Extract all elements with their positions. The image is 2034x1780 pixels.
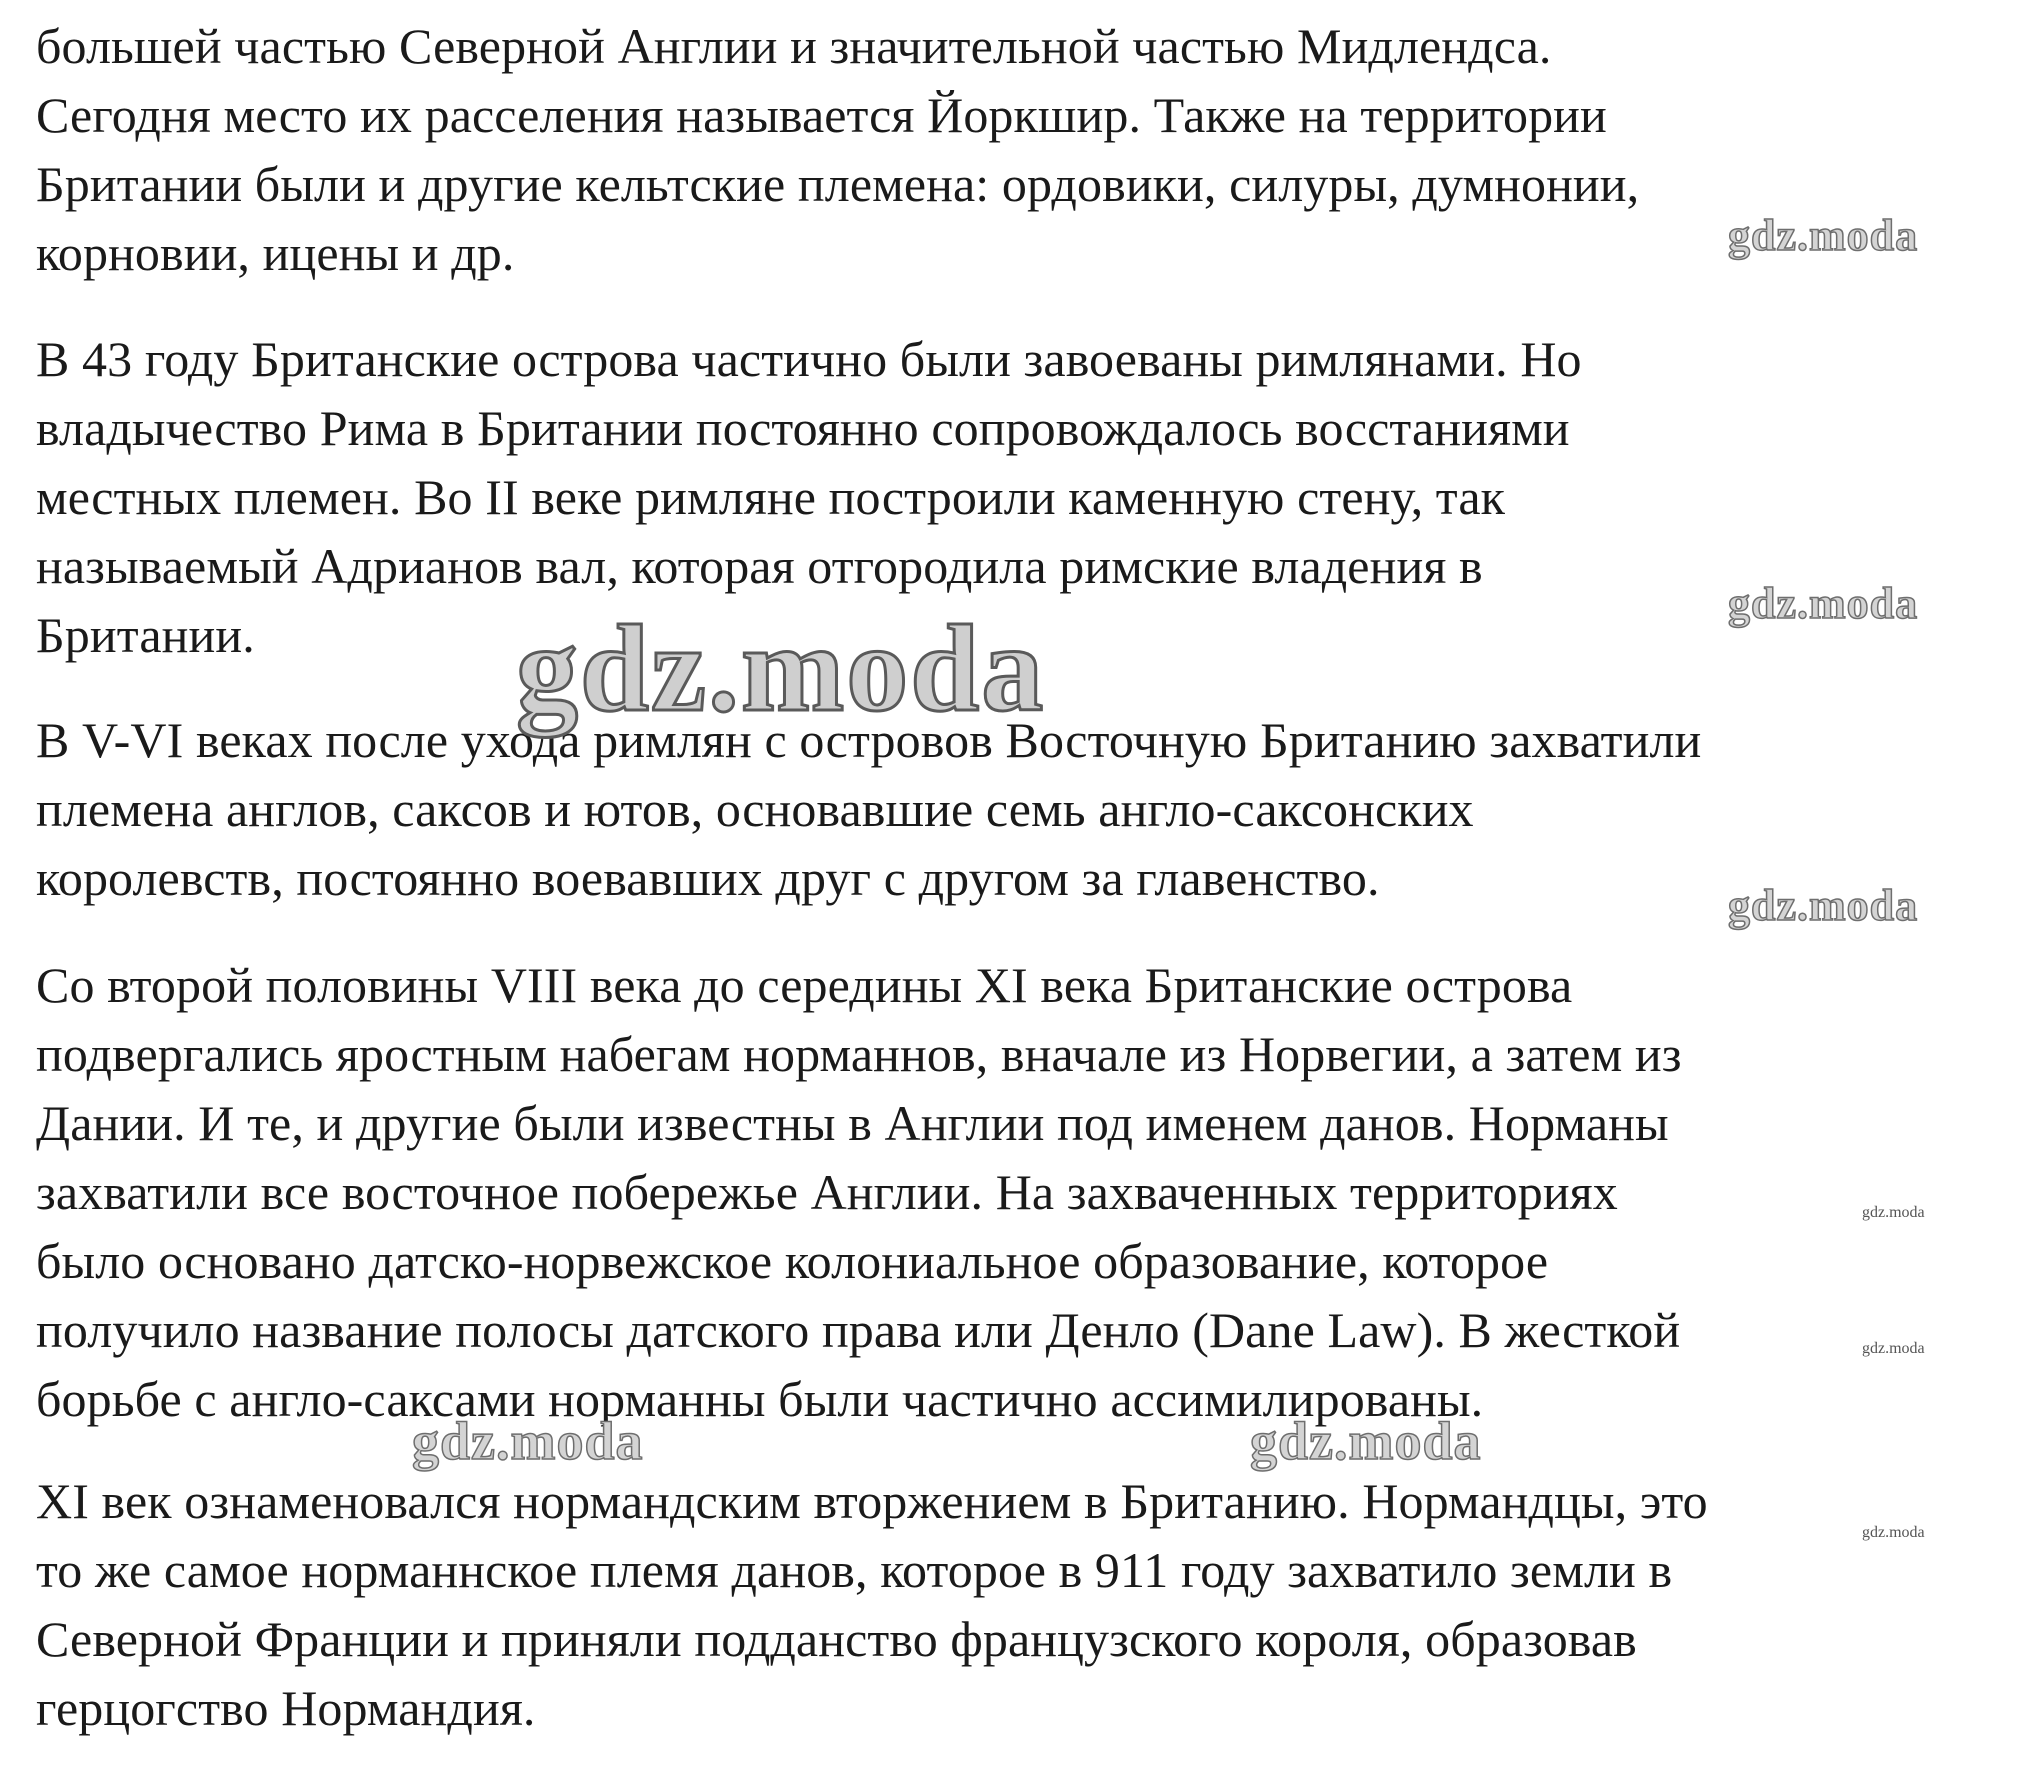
text-line: Северной Франции и приняли подданство французского короля, образовав [36, 1611, 1637, 1667]
text-line: Сегодня место их расселения называется Йоркшир. Также на территории [36, 87, 1607, 143]
text-line: герцогство Нормандия. [36, 1680, 536, 1736]
text-line: племена англов, саксов и ютов, основавшие семь англо-саксонских [36, 781, 1474, 837]
paragraph-4 [36, 951, 2026, 1434]
text-line: местных племен. Во II веке римляне построили каменную стену, так [36, 469, 1506, 525]
text-line: королевств, постоянно воевавших друг с другом за главенство. [36, 850, 1380, 906]
watermark: gdz.moda [1862, 1524, 1925, 1541]
text-line: Британии были и другие кельтские племена: ордовики, силуры, думнонии, [36, 156, 1640, 212]
text-line: Британии. [36, 607, 255, 663]
text-line: захватили все восточное побережье Англии. На захваченных территориях [36, 1164, 1618, 1220]
text-line: Дании. И те, и другие были известны в Англии под именем данов. Норманы [36, 1095, 1669, 1151]
watermark: gdz.moda [1728, 211, 1919, 260]
watermark: gdz.moda [412, 1411, 644, 1471]
text-line: В V-VI веках после ухода римлян с островов Восточную Британию захватили [36, 712, 1702, 768]
paragraph-5 [36, 1467, 2026, 1743]
watermark: gdz.moda [516, 600, 1046, 737]
text-line: большей частью Северной Англии и значительной частью Мидлендса. [36, 18, 1552, 74]
text-line: было основано датско-норвежское колониальное образование, которое [36, 1233, 1549, 1289]
text-line: корновии, ицены и др. [36, 225, 515, 281]
watermark: gdz.moda [1728, 579, 1919, 628]
watermark: gdz.moda [1250, 1411, 1482, 1471]
text-line: Со второй половины VIII века до середины XI века Британские острова [36, 957, 1573, 1013]
watermark: gdz.moda [1862, 1340, 1925, 1357]
watermark: gdz.moda [1862, 1204, 1925, 1221]
watermark: gdz.moda [1728, 881, 1919, 930]
text-line: получило название полосы датского права или Денло (Dane Law). В жесткой [36, 1302, 1681, 1358]
text-line: подвергались яростным набегам норманнов, вначале из Норвегии, а затем из [36, 1026, 1682, 1082]
text-line: В 43 году Британские острова частично были завоеваны римлянами. Но [36, 331, 1582, 387]
text-line: называемый Адрианов вал, которая отгородила римские владения в [36, 538, 1483, 594]
text-line: то же самое норманнское племя данов, которое в 911 году захватило земли в [36, 1542, 1673, 1598]
text-line: борьбе с англо-саксами норманны были частично ассимилированы. [36, 1371, 1484, 1427]
text-line: владычество Рима в Британии постоянно сопровождалось восстаниями [36, 400, 1570, 456]
text-line: XI век ознаменовался нормандским вторжением в Британию. Нормандцы, это [36, 1473, 1708, 1529]
